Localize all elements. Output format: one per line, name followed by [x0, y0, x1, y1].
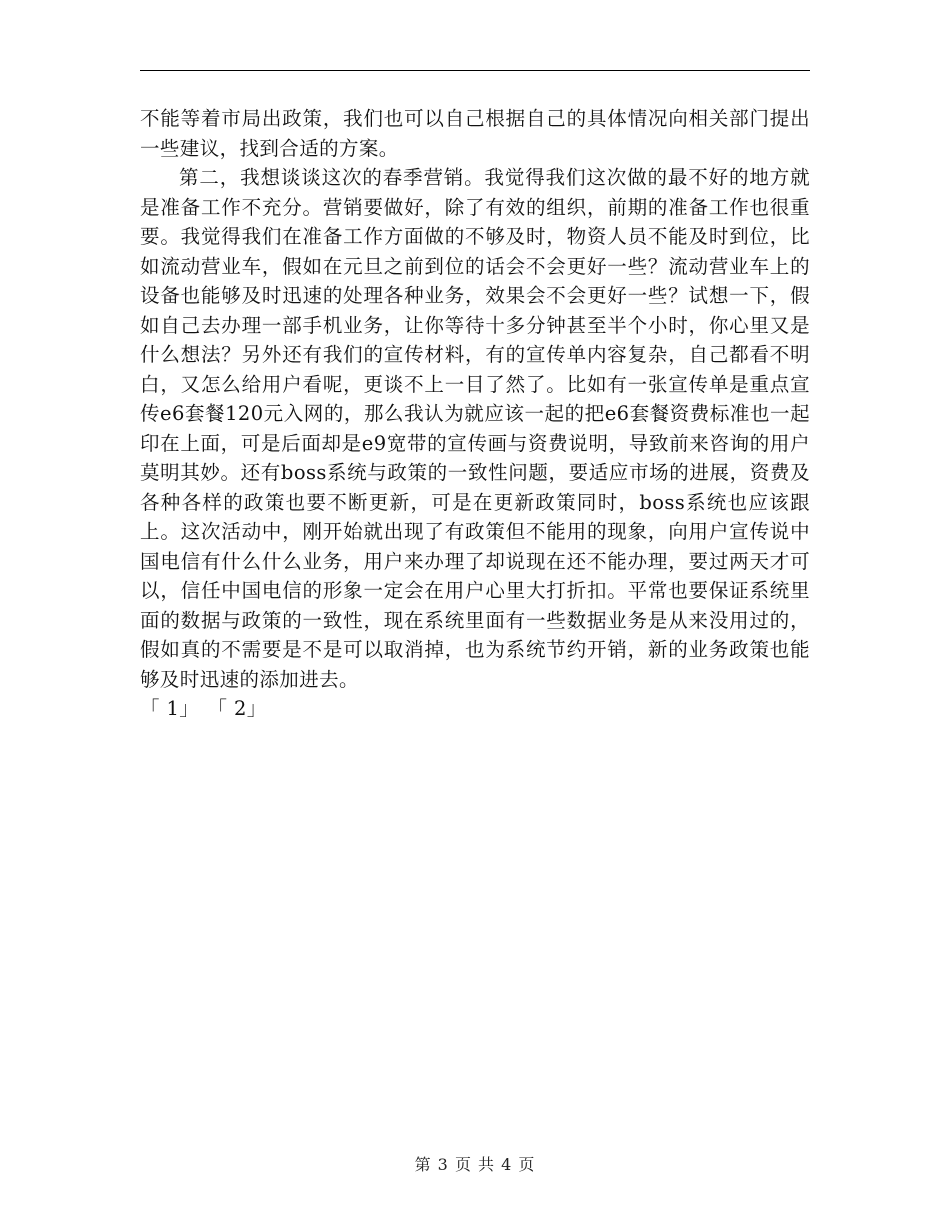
page-link-2[interactable]: 「 2」	[217, 697, 267, 720]
document-body	[140, 104, 810, 724]
header-rule	[140, 70, 810, 71]
page-links	[140, 694, 810, 724]
page-footer: 第 3 页 共 4 页	[414, 1155, 536, 1174]
paragraph-continuation: 不能等着市局出政策，我们也可以自己根据自己的具体情况向相关部门提出一些建议，找到合适的方案。	[140, 107, 810, 160]
paragraph-spring-marketing: 第二，我想谈谈这次的春季营销。我觉得我们这次做的最不好的地方就是准备工作不充分。营销要做好，除了有效的组织，前期的准备工作也很重要。我觉得我们在准备工作方面做的不够及时，物资人员不能及时到位，比如流动营业车，假如在元旦之前到位的话会不会更好一些？流动营业车上的设备也能够及时迅速的处理各种业务，效果会不会更好一些？试想一下，假如自己去办理一部手机业务，让你等待十多分钟甚至半个小时，你心里又是什么想法？另外还有我们的宣传材料，有的宣传单内容复杂，自己都看不明白，又怎么给用户看呢，更谈不上一目了然了。比如有一张宣传单是重点宣传e6套餐120元入网的，那么我认为就应该一起的把e6套餐资费标准也一起印在上面，可是后面却是e9宽带的宣传画与资费说明，导致前来咨询的用户莫明其妙。还有boss系统与政策的一致性问题，要适应市场的进展，资费及各种各样的政策也要不断更新，可是在更新政策同时，boss系统也应该跟上。这次活动中，刚开始就出现了有政策但不能用的现象，向用户宣传说中国电信有什么什么业务，用户来办理了却说现在还不能办理，要过两天才可以，信任中国电信的形象一定会在用户心里大打折扣。平常也要保证系统里面的数据与政策的一致性，现在系统里面有一些数据业务是从来没用过的，假如真的不需要是不是可以取消掉，也为系统节约开销，新的业务政策也能够及时迅速的添加进去。	[140, 166, 810, 691]
page-link-1[interactable]: 「 1」	[140, 697, 200, 720]
